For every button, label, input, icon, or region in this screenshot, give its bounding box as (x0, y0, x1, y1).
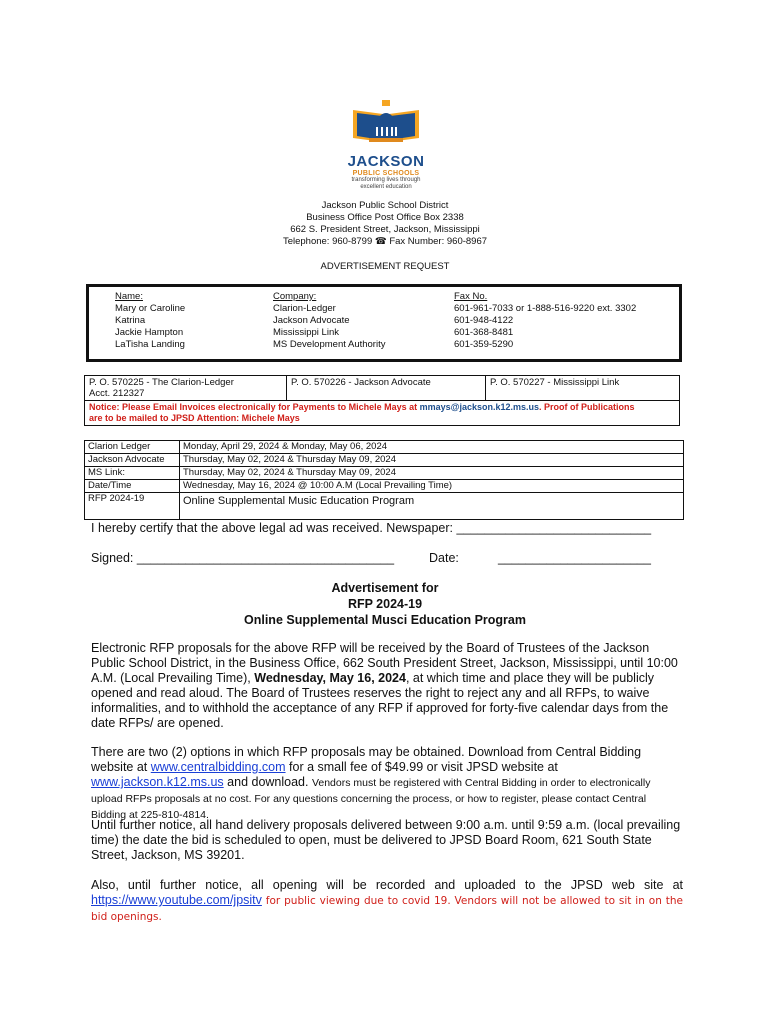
po-mslink: P. O. 570227 - Mississippi Link (486, 376, 680, 401)
schedule-label: MS Link: (85, 467, 180, 480)
schedule-row (85, 480, 684, 493)
paragraph-text: and download. (223, 775, 312, 789)
request-title: ADVERTISEMENT REQUEST (320, 261, 450, 272)
company-column (273, 291, 385, 351)
contact-name: LaTisha Landing (115, 339, 185, 350)
schedule-label: Date/Time (85, 480, 180, 493)
ad-title-line-1: Advertisement for (331, 581, 439, 595)
schedule-label: Clarion Ledger (85, 441, 180, 454)
name-header: Name: (115, 291, 143, 302)
phone-fax: Telephone: 960-8799 ☎ Fax Number: 960-8967 (282, 236, 488, 247)
covid-note: for public viewing due to covid 19. Vendors will not be allowed to sit in on the bid openings. (91, 895, 683, 923)
notice-email[interactable]: mmays@jackson.k12.ms.us (419, 402, 539, 412)
names-column (115, 291, 185, 351)
po-advocate: P. O. 570226 - Jackson Advocate (287, 376, 486, 401)
registration-note: Vendors must be registered with Central Bidding in order to electronically upload RFPs proposals at no cost. For any questions concerning the process, or how to register, please contact Central Bidding at 225-810-4814. (91, 777, 651, 821)
contact-name: Mary or Caroline (115, 303, 186, 314)
schedule-row (85, 493, 684, 520)
contact-name: Katrina (115, 315, 146, 326)
notice-text-3: are to be mailed to JPSD Attention: Michele Mays (89, 413, 300, 423)
jpsd-website-link[interactable]: www.jackson.k12.ms.us (91, 775, 224, 789)
certify-line: I hereby certify that the above legal ad was received. Newspaper: ____________________________ (91, 521, 652, 535)
district-logo (340, 96, 432, 191)
capitol-book-logo-icon (349, 96, 423, 146)
contact-fax: 601-359-5290 (454, 339, 514, 350)
contact-company: Jackson Advocate (273, 315, 350, 326)
logo-name: JACKSON (347, 153, 425, 170)
paragraph-text: for a small fee of $49.99 or visit JPSD website at (285, 760, 558, 774)
contact-fax: 601-961-7033 or 1-888-516-9220 ext. 3302 (454, 303, 637, 314)
street-address: 662 S. President Street, Jackson, Mississippi (290, 224, 480, 235)
contacts-box (86, 284, 682, 362)
paragraph-opening (91, 878, 683, 925)
schedule-row (85, 454, 684, 467)
district-name: Jackson Public School District (321, 200, 449, 211)
business-office: Business Office Post Office Box 2338 (306, 212, 464, 223)
po-row (85, 376, 680, 401)
fax-column (454, 291, 636, 351)
schedule-value: Monday, April 29, 2024 & Monday, May 06, 2024 (180, 441, 684, 454)
logo-tagline-1: transforming lives through (351, 177, 421, 183)
company-header: Company: (273, 291, 317, 302)
po-clarion: P. O. 570225 - The Clarion-Ledger (89, 377, 234, 388)
notice-text-2: . Proof of Publications (538, 402, 635, 412)
invoice-notice (85, 401, 680, 426)
paragraph-text: Also, until further notice, all opening will be recorded and uploaded to the JPSD web site at (91, 878, 683, 892)
po-clarion-account: Acct. 212327 (89, 388, 145, 399)
schedule-row (85, 467, 684, 480)
schedule-value: Thursday, May 02, 2024 & Thursday May 09, 2024 (180, 467, 684, 480)
ad-title-line-2: RFP 2024-19 (347, 597, 423, 611)
schedule-value: Thursday, May 02, 2024 & Thursday May 09, 2024 (180, 454, 684, 467)
schedule-value: Online Supplemental Music Education Program (180, 493, 684, 520)
contact-company: Mississippi Link (273, 327, 339, 338)
ad-title-line-3: Online Supplemental Musci Education Program (244, 613, 526, 627)
date-label: Date: (429, 551, 459, 565)
notice-row (85, 401, 680, 426)
contact-company: MS Development Authority (273, 339, 386, 350)
contact-company: Clarion-Ledger (273, 303, 336, 314)
date-blank: ______________________ (498, 551, 651, 565)
publication-schedule (84, 440, 684, 520)
fax-header: Fax No. (454, 291, 488, 302)
schedule-value: Wednesday, May 16, 2024 @ 10:00 A.M (Local Prevailing Time) (180, 480, 684, 493)
purchase-order-table (84, 375, 680, 426)
district-address (0, 200, 770, 248)
paragraph-proposals (91, 641, 683, 731)
paragraph-text: There are two (2) options in which RFP proposals may be obtained. Download from Central Bidding website at (91, 745, 642, 774)
advertisement-title (0, 580, 770, 628)
paragraph-text: Electronic RFP proposals for the above RFP will be received by the Board of Trustees of the Jackson Public School District, in the Business Office, 662 South President Street, Jackson, Mississippi, until 10:00 A.M. (Local Prevailing Time), (91, 641, 678, 685)
notice-text: Notice: Please Email Invoices electronically for Payments to Michele Mays at (89, 402, 420, 412)
central-bidding-link[interactable]: www.centralbidding.com (150, 760, 286, 774)
due-date: Wednesday, May 16, 2024 (254, 671, 406, 685)
schedule-row (85, 441, 684, 454)
signed-line: Signed: _____________________________________ (91, 551, 395, 565)
paragraph-obtain (91, 745, 683, 823)
paragraph-text: , at which time and place they will be publicly opened and read aloud. The Board of Trustees reserves the right to reject any and all RFPs, to waive informalities, and to withhold the acceptance of any RFP if approved for forty-five calendar days from the date RFPs/ are opened. (91, 671, 669, 730)
paragraph-hand-delivery: Until further notice, all hand delivery proposals delivered between 9:00 a.m. until 9:59 a.m. (local prevailing time) the date the bid is scheduled to open, must be delivered to JPSD Board Room, 621 South State Street, Jackson, MS 39201. (91, 818, 681, 862)
schedule-label: Jackson Advocate (85, 454, 180, 467)
po-cell (85, 376, 287, 401)
contact-name: Jackie Hampton (115, 327, 184, 338)
contact-fax: 601-948-4122 (454, 315, 514, 326)
logo-tagline-2: excellent education (360, 184, 412, 190)
youtube-link[interactable]: https://www.youtube.com/jpsitv (91, 893, 262, 907)
logo-subtitle: PUBLIC SCHOOLS (352, 170, 420, 177)
schedule-label: RFP 2024-19 (85, 493, 180, 520)
contact-fax: 601-368-8481 (454, 327, 514, 338)
